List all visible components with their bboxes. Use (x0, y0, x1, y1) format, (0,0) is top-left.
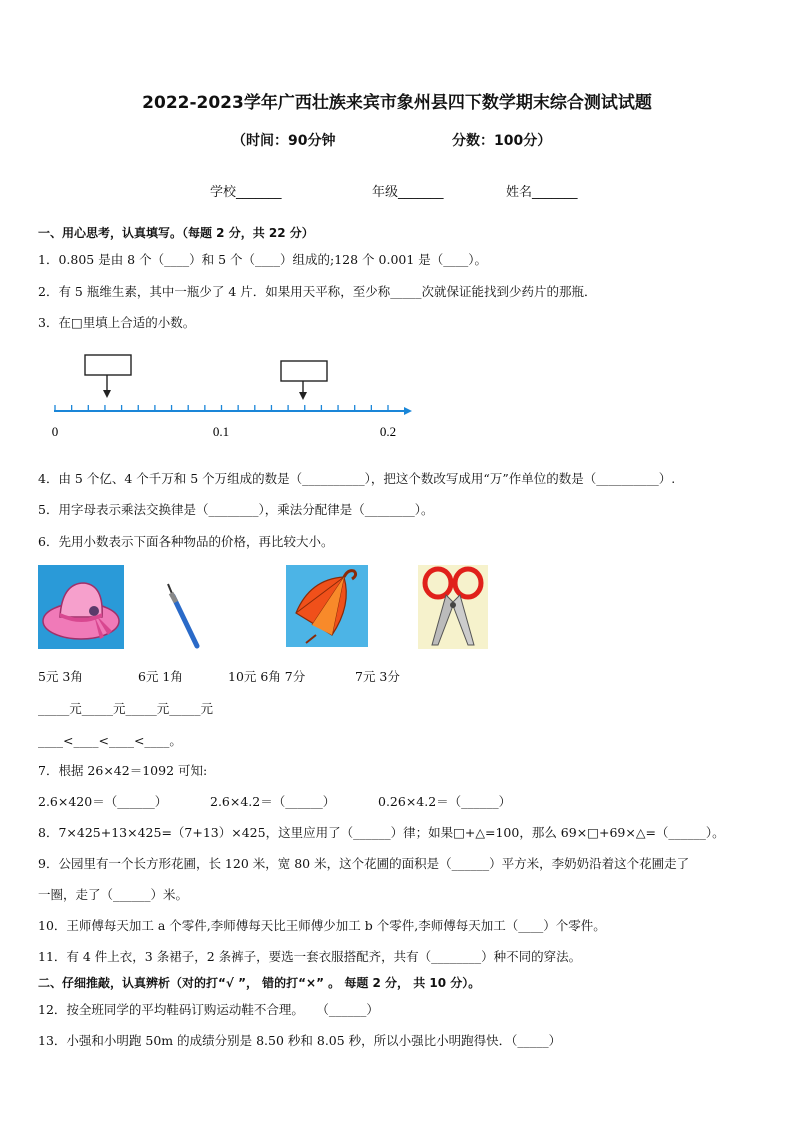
question-13: 13．小强和小明跑 50m 的成绩分别是 8.50 秒和 8.05 秒，所以小强比小明跑得快．（_____） (38, 1033, 562, 1048)
tick-label-0: 0 (51, 424, 59, 439)
arrow-down-icon (299, 392, 307, 400)
question-7c: 0.26×4.2＝（______） (378, 794, 512, 809)
answer-box-2 (281, 361, 327, 381)
tick-label-0.2: 0.2 (379, 424, 397, 439)
question-9-cont: 一圈，走了（______）米。 (38, 887, 189, 902)
page-title: 2022-2023学年广西壮族来宾市象州县四下数学期末综合测试试题 (142, 93, 652, 113)
question-1: 1．0.805 是由 8 个（____）和 5 个（____）组成的;128 个 0.001 是（____）。 (38, 252, 488, 267)
question-7a: 2.6×420＝（______） (38, 794, 168, 809)
question-7b: 2.6×4.2＝（______） (210, 794, 336, 809)
hat-image (38, 565, 124, 649)
arrow-right-icon (404, 407, 412, 415)
question-6-blanks: _____元_____元_____元_____元 (38, 701, 214, 716)
question-6: 6．先用小数表示下面各种物品的价格，再比较大小。 (38, 534, 334, 549)
price-hat: 5元 3角 (38, 669, 83, 684)
question-12: 12．按全班同学的平均鞋码订购运动鞋不合理。 （______） (38, 1002, 379, 1017)
question-6-compare: ____<____<____<____。 (38, 733, 182, 748)
pen-image (155, 580, 205, 652)
question-2: 2．有 5 瓶维生素，其中一瓶少了 4 片．如果用天平称，至少称_____次就保证能找到少药片的那瓶． (38, 284, 597, 299)
question-4: 4．由 5 个亿、4 个千万和 5 个万组成的数是（__________），把这个数改写成用“万”作单位的数是（__________）. (38, 471, 676, 486)
question-7: 7．根据 26×42＝1092 可知: (38, 763, 208, 778)
number-line (48, 352, 418, 444)
price-pen: 6元 1角 (138, 669, 183, 684)
price-scissors: 7元 3分 (355, 669, 400, 684)
school-field: 学校_______ (210, 185, 282, 200)
section-1-title: 一、用心思考，认真填写。（每题 2 分，共 22 分） (38, 226, 314, 240)
question-3: 3．在□里填上合适的小数。 (38, 315, 196, 330)
umbrella-image (286, 565, 368, 647)
question-5: 5．用字母表示乘法交换律是（________），乘法分配律是（________）。 (38, 502, 434, 517)
section-2-title: 二、仔细推敲，认真辨析（对的打“√ ”， 错的打“×” 。 每题 2 分， 共 10 分）。 (38, 976, 481, 990)
price-umbrella: 10元 6角 7分 (228, 669, 306, 684)
name-field: 姓名_______ (506, 185, 578, 200)
grade-field: 年级_______ (372, 185, 444, 200)
exam-score: 分数：100分） (452, 133, 552, 149)
question-10: 10．王师傅每天加工 a 个零件,李师傅每天比王师傅少加工 b 个零件,李师傅每天加工（____）个零件。 (38, 918, 606, 933)
scissors-image (418, 565, 488, 649)
question-9: 9．公园里有一个长方形花圃，长 120 米，宽 80 米，这个花圃的面积是（______）平方米，李奶奶沿着这个花圃走了 (38, 856, 690, 871)
answer-box-1 (85, 355, 131, 375)
question-8: 8．7×425+13×425=（7+13）×425，这里应用了（______）律；如果□+△=100，那么 69×□+69×△=（______）。 (38, 825, 725, 840)
arrow-down-icon (103, 390, 111, 398)
question-11: 11．有 4 件上衣，3 条裙子，2 条裤子，要选一套衣服搭配齐，共有（________）种不同的穿法。 (38, 949, 582, 964)
exam-time: （时间：90分钟 (232, 133, 336, 149)
tick-label-0.1: 0.1 (212, 424, 230, 439)
